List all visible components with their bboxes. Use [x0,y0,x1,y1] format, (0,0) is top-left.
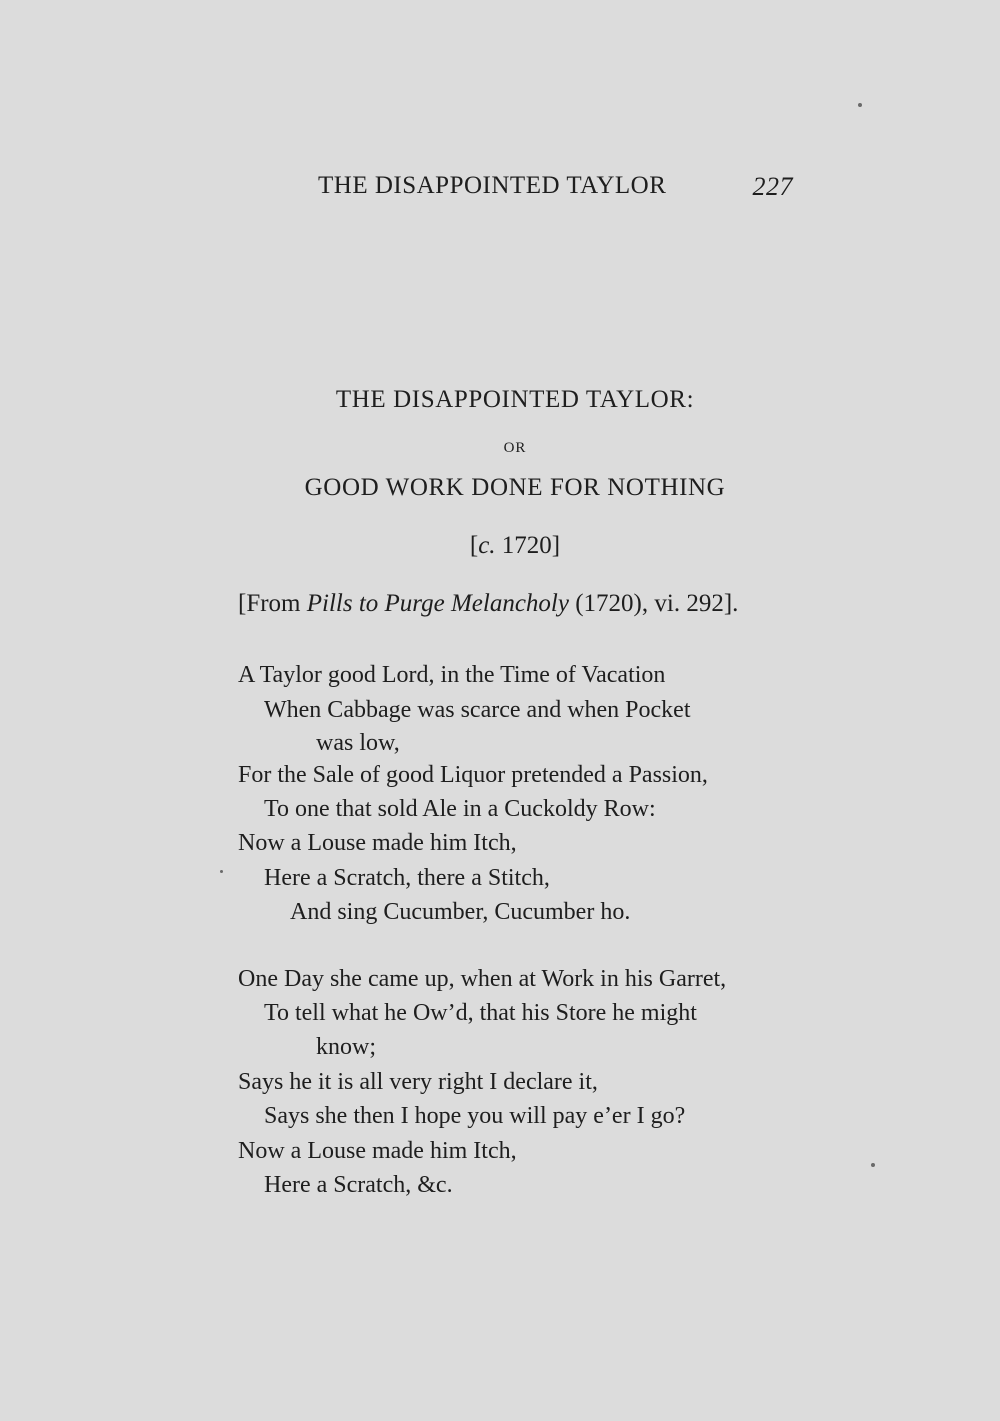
running-head-title: THE DISAPPOINTED TAYLOR [318,172,667,199]
poem-date-open: [ [469,532,479,559]
verse-line: was low, [316,730,400,756]
poem-date-year: 1720] [495,532,561,559]
verse-line: A Taylor good Lord, in the Time of Vacation [238,662,666,688]
verse-line: For the Sale of good Liquor pretended a Passion, [238,762,708,788]
poem-title: THE DISAPPOINTED TAYLOR: [335,386,695,413]
verse-line: When Cabbage was scarce and when Pocket [264,697,691,723]
source-note [238,590,798,618]
paper-speck [220,870,223,873]
verse-line: To tell what he Ow’d, that his Store he might [264,1000,697,1026]
verse-line: Now a Louse made him Itch, [238,830,517,856]
source-suffix: (1720), vi. 292]. [568,590,739,617]
source-book-title: Pills to Purge Melancholy [306,590,569,617]
verse-line: know; [316,1034,376,1060]
verse-line: Says she then I hope you will pay e’er I go? [264,1103,686,1129]
page-number: 227 [752,172,793,201]
paper-speck [858,103,862,107]
verse-line: Says he it is all very right I declare it, [238,1069,598,1095]
verse-line: To one that sold Ale in a Cuckoldy Row: [264,796,656,822]
verse-line: Here a Scratch, &c. [264,1172,453,1198]
poem-date [0,532,1000,560]
source-prefix: [From [238,590,307,617]
paper-speck [871,1163,875,1167]
verse-line: Now a Louse made him Itch, [238,1138,517,1164]
verse-line: And sing Cucumber, Cucumber ho. [290,899,631,925]
verse-line: One Day she came up, when at Work in his Garret, [238,966,727,992]
poem-date-circa: c. [478,532,496,559]
verse-line: Here a Scratch, there a Stitch, [264,865,550,891]
poem-subtitle: GOOD WORK DONE FOR NOTHING [304,474,726,501]
poem-title-or: OR [503,440,527,456]
